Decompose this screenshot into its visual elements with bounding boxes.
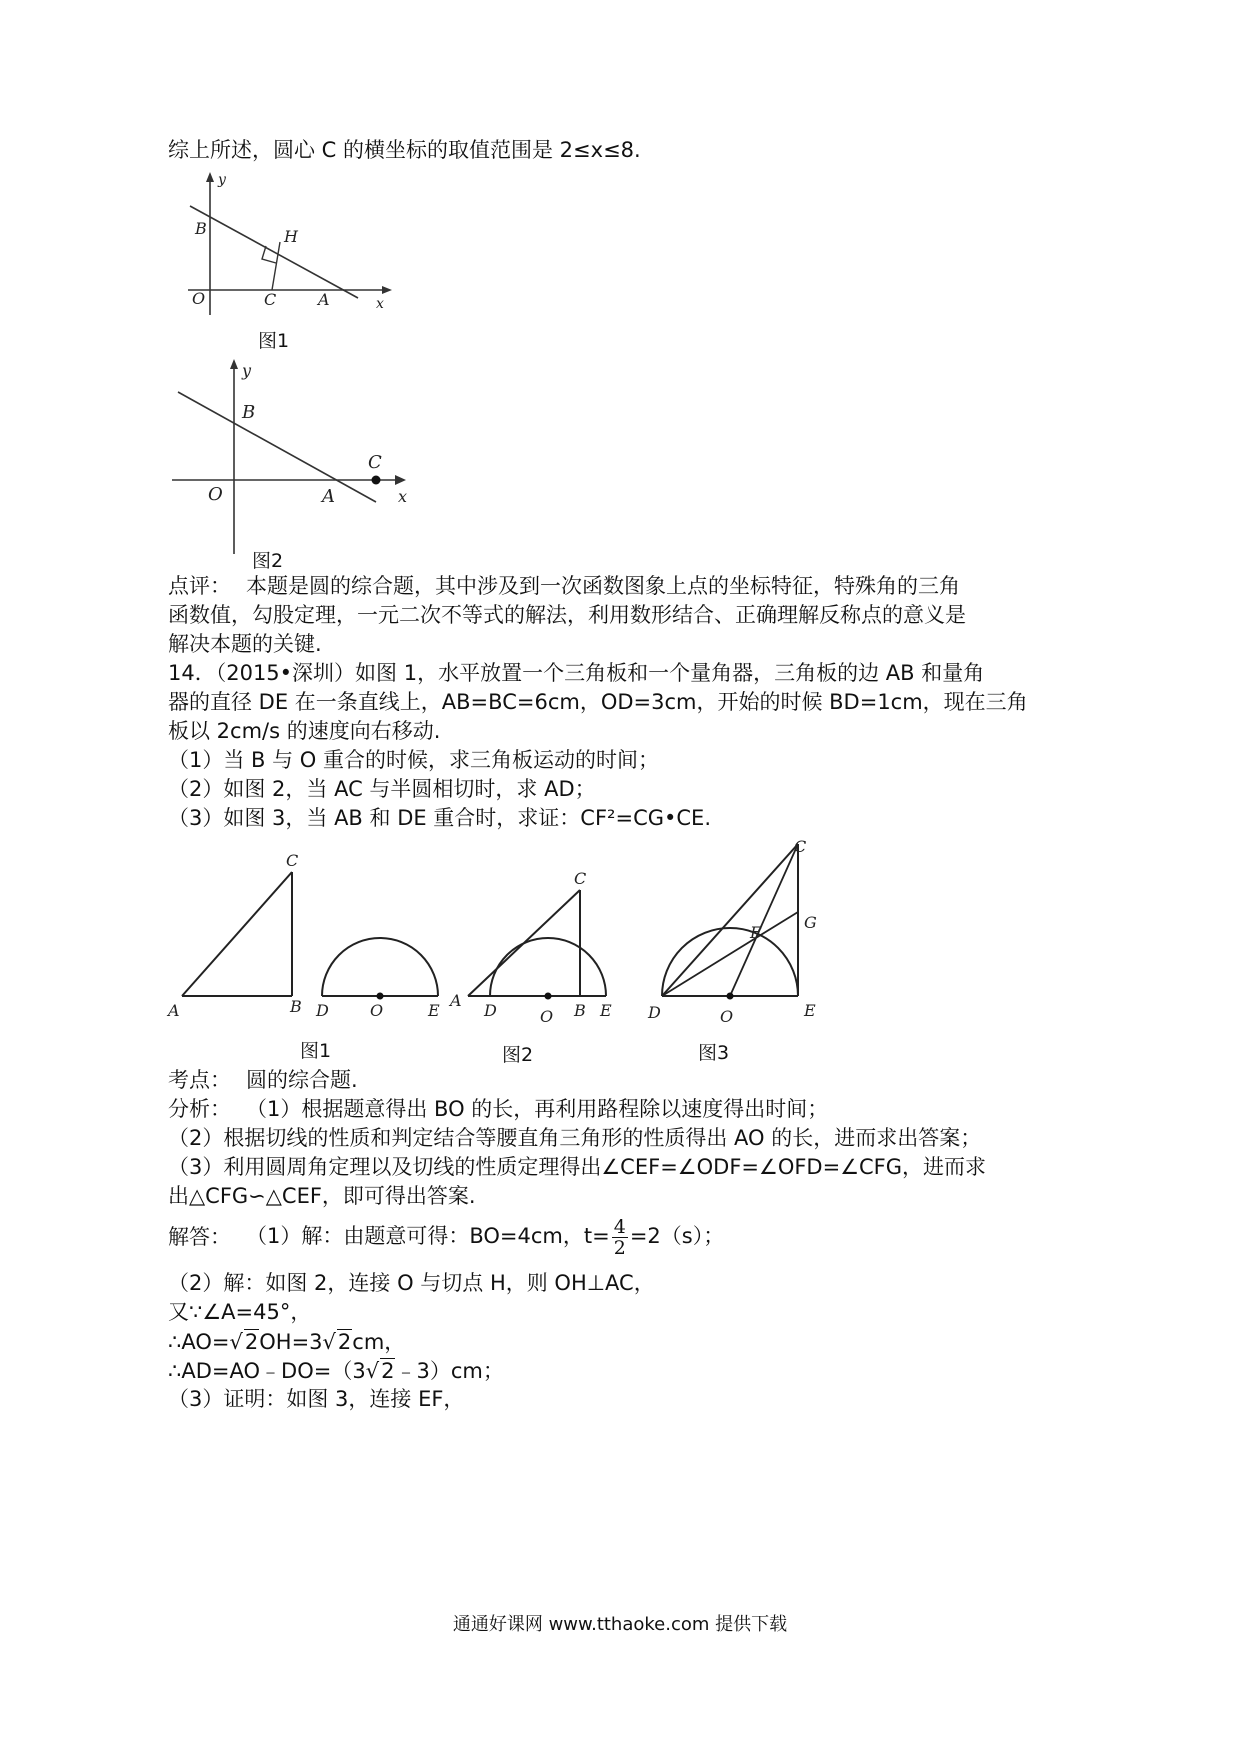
answer-part-5 [168,1358,504,1383]
page-footer: 通通好课网 www.tthaoke.com 提供下载 [452,1614,788,1635]
answer-part-4-suffix: cm， [352,1330,406,1354]
problem-14-line-2: 器的直径 DE 在一条直线上，AB=BC=6cm，OD=3cm，开始的时候 BD=1cm，现在三角 [168,690,1028,714]
coordinate-figure-2 [168,356,418,556]
problem-14-line-3: 板以 2cm/s 的速度向右移动. [168,719,441,743]
figure-2-caption: 图2 [252,550,284,572]
q14-figure-1-caption: 图1 [300,1040,332,1062]
triangle-semicircle-fig2 [448,869,612,1026]
svg-text:C: C [368,452,382,473]
svg-text:E: E [428,1001,440,1020]
svg-text:C: C [574,869,587,888]
answer-part-3: 又∵∠A=45°， [168,1300,312,1324]
analysis-part-1: （1）根据题意得出 BO 的长，再利用路程除以速度得出时间； [246,1097,829,1121]
svg-text:D: D [316,1001,329,1020]
svg-text:E: E [600,1001,612,1020]
svg-text:O: O [192,289,206,308]
answer-part-6: （3）证明：如图 3，连接 EF， [168,1387,465,1411]
svg-text:x: x [398,487,408,506]
svg-text:C: C [794,837,807,856]
summary-line: 综上所述，圆心 C 的横坐标的取值范围是 2≤x≤8. [168,138,641,162]
sqrt-radicand: 2 [381,1359,395,1383]
answer-part-5-suffix: ﹣3）cm； [395,1359,504,1383]
svg-text:C: C [286,851,299,870]
svg-text:A: A [318,290,330,309]
sqrt-radicand: 2 [244,1330,259,1354]
svg-text:A: A [168,1001,180,1020]
sqrt-radicand: 2 [337,1330,352,1354]
fraction-denominator: 2 [613,1236,626,1259]
svg-text:O: O [540,1007,554,1026]
svg-text:F: F [750,923,762,942]
triangle-abc-fig1 [166,851,302,1020]
time-fraction [612,1217,628,1258]
coordinate-figure-1 [180,170,400,320]
svg-text:B: B [242,402,256,423]
svg-text:y: y [218,172,226,188]
answer-part-4-mid: OH=3 [259,1330,323,1354]
comment-line-3: 解决本题的关键. [168,632,322,656]
answer-part-5-prefix: ∴AD=AO﹣DO=（3 [168,1359,366,1383]
svg-text:A: A [450,991,462,1010]
kaodian-label: 考点： [168,1068,231,1092]
kaodian-text: 圆的综合题. [246,1068,358,1092]
analysis-part-2: （2）根据切线的性质和判定结合等腰直角三角形的性质得出 AO 的长，进而求出答案； [168,1126,982,1150]
svg-text:y: y [242,361,252,380]
svg-text:G: G [804,913,817,932]
svg-text:D: D [648,1003,661,1022]
svg-text:B: B [290,997,302,1016]
semicircle-de-fig1 [315,938,440,1020]
analysis-label: 分析： [168,1097,231,1121]
analysis-part-3b: 出△CFG∽△CEF，即可得出答案. [168,1184,476,1208]
svg-text:A: A [322,486,335,507]
problem-14-question-1: （1）当 B 与 O 重合的时候，求三角板运动的时间； [168,748,659,772]
triangle-semicircle-fig3 [647,837,817,1026]
svg-text:B: B [574,1001,586,1020]
analysis-part-3a: （3）利用圆周角定理以及切线的性质定理得出∠CEF=∠ODF=∠OFD=∠CFG，进而求 [168,1155,987,1179]
figure-1-caption: 图1 [258,330,290,352]
sqrt-symbol: √ [229,1330,243,1354]
answer-part-1-suffix: =2（s）； [629,1224,725,1248]
svg-text:B: B [195,219,207,238]
comment-line-2: 函数值，勾股定理，一元二次不等式的解法，利用数形结合、正确理解反称点的意义是 [168,603,966,627]
svg-text:x: x [376,296,384,312]
answer-part-4-prefix: ∴AO= [168,1330,230,1354]
answer-label: 解答： [168,1225,231,1249]
problem-14-question-3: （3）如图 3，当 AB 和 DE 重合时，求证：CF²=CG•CE. [168,806,711,830]
problem-14-figures [160,836,840,1036]
svg-text:C: C [264,290,277,309]
answer-part-1 [246,1214,724,1258]
svg-text:O: O [208,484,223,505]
answer-part-2: （2）解：如图 2，连接 O 与切点 H，则 OH⊥AC， [168,1271,655,1295]
svg-text:E: E [804,1001,816,1020]
sqrt-symbol: √ [365,1359,380,1383]
problem-14-question-2: （2）如图 2，当 AC 与半圆相切时，求 AD； [168,777,596,801]
q14-figure-3-caption: 图3 [698,1042,730,1064]
answer-part-1-prefix: （1）解：由题意可得：BO=4cm，t= [246,1224,610,1248]
fraction-numerator: 4 [613,1215,626,1238]
sqrt-symbol: √ [322,1330,336,1354]
q14-figure-2-caption: 图2 [502,1044,534,1066]
svg-text:O: O [370,1001,384,1020]
comment-line-1: 本题是圆的综合题，其中涉及到一次函数图象上点的坐标特征，特殊角的三角 [246,574,960,598]
svg-text:D: D [484,1001,497,1020]
svg-text:H: H [284,227,298,246]
problem-14-line-1: 14．（2015•深圳）如图 1，水平放置一个三角板和一个量角器，三角板的边 AB 和量角 [168,661,985,685]
comment-label: 点评： [168,574,231,598]
answer-part-4 [168,1329,405,1354]
svg-text:O: O [720,1007,734,1026]
